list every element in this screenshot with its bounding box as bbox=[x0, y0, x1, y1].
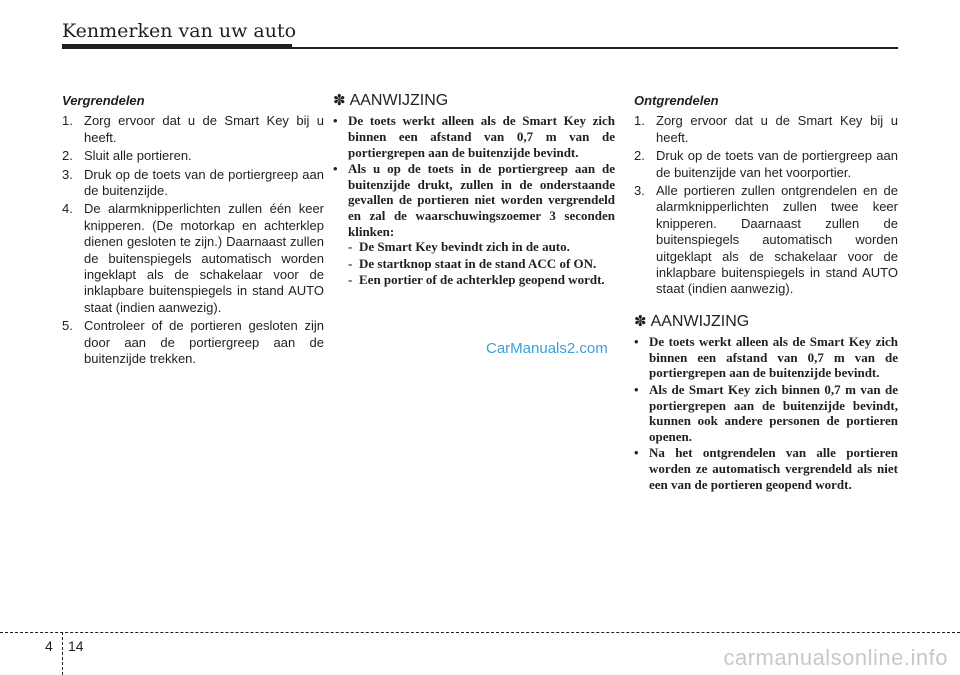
note-sub-text: De Smart Key bevindt zich in de auto. bbox=[359, 239, 570, 255]
note-sub-item bbox=[348, 272, 615, 288]
step-text: Zorg ervoor dat u de Smart Key bij u heeft. bbox=[84, 113, 324, 145]
note-bullet bbox=[634, 334, 898, 381]
step-item bbox=[62, 148, 324, 164]
steps-list-ontgrendelen bbox=[634, 113, 898, 297]
note-sub-text: De startknop staat in de stand ACC of ON. bbox=[359, 255, 597, 271]
chapter-number: 4 bbox=[45, 638, 53, 654]
note-bullet bbox=[333, 113, 615, 160]
dash-mark: - bbox=[348, 239, 353, 255]
column-ontgrendelen bbox=[634, 93, 898, 493]
note-sub-item bbox=[348, 239, 615, 255]
bullet-dot-icon: • bbox=[634, 382, 639, 398]
step-text: Zorg ervoor dat u de Smart Key bij u heeft. bbox=[656, 113, 898, 145]
step-number: 5. bbox=[62, 318, 73, 334]
bullet-dot-icon: • bbox=[333, 161, 338, 177]
note-bullet bbox=[634, 445, 898, 492]
note-bullet-list bbox=[634, 334, 898, 492]
footer-site-link[interactable]: carmanualsonline.info bbox=[723, 645, 948, 670]
bullet-dot-icon: • bbox=[634, 445, 639, 461]
steps-list-vergrendelen bbox=[62, 113, 324, 367]
step-text: Controleer of de portieren gesloten zijn door aan de portiergreep aan de buitenzijde trekken. bbox=[84, 318, 324, 367]
page-header-title: Kenmerken van uw auto bbox=[62, 20, 297, 42]
step-number: 2. bbox=[634, 148, 645, 164]
column-note-vergrendelen bbox=[333, 93, 615, 290]
watermark-link[interactable]: CarManuals2.com bbox=[486, 340, 608, 357]
note-title-label: AANWIJZING bbox=[650, 312, 750, 330]
dash-mark: - bbox=[348, 272, 353, 288]
bullet-dot-icon: • bbox=[634, 334, 639, 350]
step-item bbox=[62, 201, 324, 316]
step-number: 1. bbox=[62, 113, 73, 129]
note-star-icon: ✽ bbox=[333, 92, 346, 109]
step-number: 4. bbox=[62, 201, 73, 217]
step-item bbox=[634, 183, 898, 298]
step-text: De alarmknipperlichten zullen één keer knipperen. (De motorkap en achterklep dienen gesloten te zijn.) Daarnaast zullen de buitenspiegels automatisch worden ingeklapt als de schakelaar voor de inklapbare buitenspiegels in stand AUTO staat (indien aanwezig). bbox=[84, 201, 324, 315]
note-bullet-body bbox=[348, 161, 615, 289]
step-number: 1. bbox=[634, 113, 645, 129]
header-bar bbox=[62, 44, 292, 49]
step-text: Druk op de toets van de portiergreep aan de buitenzijde. bbox=[84, 166, 324, 199]
step-number: 2. bbox=[62, 148, 73, 164]
page-number: 14 bbox=[68, 638, 84, 654]
step-number: 3. bbox=[634, 183, 645, 199]
note-bullet bbox=[333, 161, 615, 289]
note-bullet-text: Na het ontgrendelen van alle portieren worden ze automatisch vergrendeld als niet een van de portieren geopend wordt. bbox=[649, 445, 898, 492]
footer-dashed-rule bbox=[0, 632, 960, 633]
note-bullet-text: Als u op de toets in de portiergreep aan de buitenzijde drukt, zullen in de onderstaande gevallen de portieren niet worden vergrendeld en zal de waarschuwingszoemer 3 seconden klinken: bbox=[348, 161, 615, 239]
column-vergrendelen bbox=[62, 93, 324, 370]
section-heading-vergrendelen: Vergrendelen bbox=[62, 93, 145, 108]
step-item bbox=[62, 113, 324, 146]
note-title-label: AANWIJZING bbox=[349, 92, 449, 109]
note-bullet bbox=[634, 382, 898, 444]
step-text: Druk op de toets van de portiergreep aan de buitenzijde van het voorportier. bbox=[656, 148, 898, 180]
step-item bbox=[634, 148, 898, 181]
footer-dashed-divider bbox=[62, 632, 63, 675]
note-bullet-text: Als de Smart Key zich binnen 0,7 m van de portiergrepen aan de buitenzijde bevindt, kunnen ook andere personen de portieren openen. bbox=[649, 382, 898, 444]
note-title bbox=[333, 93, 615, 109]
step-item bbox=[62, 167, 324, 200]
step-item bbox=[634, 113, 898, 146]
note-title bbox=[634, 314, 898, 330]
dash-mark: - bbox=[348, 255, 353, 271]
step-number: 3. bbox=[62, 166, 73, 182]
step-item bbox=[62, 318, 324, 367]
step-text: Alle portieren zullen ontgrendelen en de alarmknipperlichten zullen twee keer knipperen. Daarnaast zullen de buitenspiegels automatisch worden uitgeklapt als de schakelaar voor de inklapbare buitenspiegels in stand AUTO staat (indien aanwezig). bbox=[656, 183, 898, 297]
header-rule bbox=[292, 47, 898, 49]
note-bullet-list bbox=[333, 113, 615, 289]
note-bullet-text: De toets werkt alleen als de Smart Key zich binnen een afstand van 0,7 m van de portiergrepen aan de buitenzijde bevindt. bbox=[649, 334, 898, 381]
note-sub-item bbox=[348, 256, 615, 272]
note-sub-text: Een portier of de achterklep geopend wordt. bbox=[359, 272, 605, 288]
step-text: Sluit alle portieren. bbox=[84, 148, 192, 164]
note-star-icon: ✽ bbox=[634, 312, 647, 330]
bullet-dot-icon: • bbox=[333, 113, 338, 129]
note-bullet-text: De toets werkt alleen als de Smart Key zich binnen een afstand van 0,7 m van de portiergrepen aan de buitenzijde bevindt. bbox=[348, 113, 615, 160]
note-sub-list bbox=[348, 239, 615, 288]
section-heading-ontgrendelen: Ontgrendelen bbox=[634, 93, 719, 108]
